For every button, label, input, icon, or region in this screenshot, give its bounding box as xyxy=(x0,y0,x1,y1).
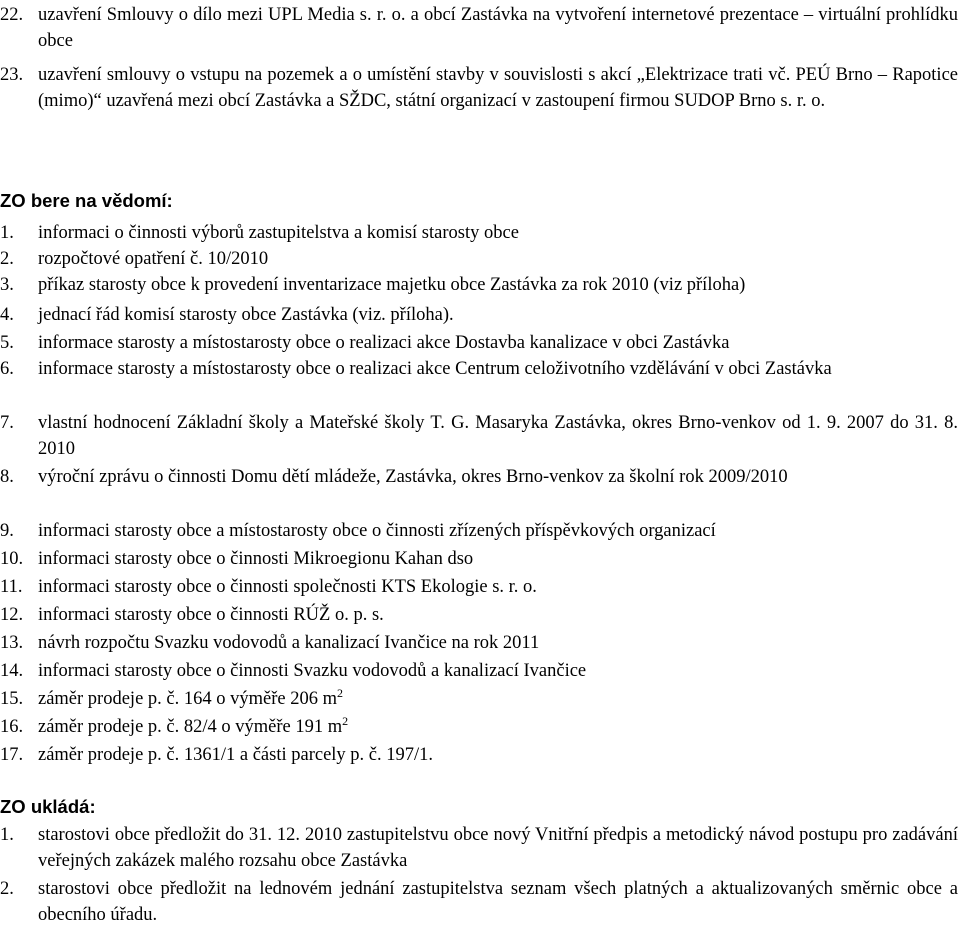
list-item xyxy=(0,272,958,298)
item-number: 15. xyxy=(0,689,24,709)
item-text: informaci o činnosti výborů zastupitelstva a komisí starosty obce xyxy=(38,223,519,243)
item-number: 17. xyxy=(0,745,24,765)
list-item xyxy=(0,356,958,382)
item-number: 8. xyxy=(0,467,14,487)
item-number: 4. xyxy=(0,305,14,325)
item-text: informaci starosty obce o činnosti Mikroegionu Kahan dso xyxy=(38,549,474,569)
item-text xyxy=(38,686,958,712)
superscript: 2 xyxy=(342,713,349,728)
item-text: uzavření smlouvy o vstupu na pozemek a o umístění stavby v souvislosti s akcí „Elektrizace trati vč. PEÚ Brno – Rapotice (mimo)“ uzavřená mezi obcí Zastávka a SŽDC, státní organizací v zastoupení firmou SUDOP Brno s. r. o. xyxy=(38,65,958,111)
list-item xyxy=(0,518,958,544)
item-text: jednací řád komisí starosty obce Zastávka (viz. příloha). xyxy=(38,305,454,325)
section-heading-bere: ZO bere na vědomí: xyxy=(0,190,173,211)
item-text: informace starosty a místostarosty obce o realizaci akce Dostavba kanalizace v obci Zastávka xyxy=(38,333,730,353)
list-item xyxy=(0,2,958,54)
list-item xyxy=(0,714,958,740)
item-number: 1. xyxy=(0,825,14,845)
item-text-main: záměr prodeje p. č. 82/4 o výměře 191 m xyxy=(38,717,343,737)
item-text: vlastní hodnocení Základní školy a Mateřské školy T. G. Masaryka Zastávka, okres Brno-venkov od 1. 9. 2007 do 31. 8. 2010 xyxy=(38,413,958,459)
item-text: informaci starosty obce o činnosti Svazku vodovodů a kanalizací Ivančice xyxy=(38,661,587,681)
item-number: 6. xyxy=(0,359,14,379)
item-number: 1. xyxy=(0,223,14,243)
item-number: 7. xyxy=(0,413,14,433)
list-item xyxy=(0,742,958,768)
item-number: 5. xyxy=(0,333,14,353)
item-number: 2. xyxy=(0,249,14,269)
section-heading-uklada: ZO ukládá: xyxy=(0,796,96,817)
list-item xyxy=(0,246,958,272)
item-text xyxy=(38,714,958,740)
item-text: návrh rozpočtu Svazku vodovodů a kanalizací Ivančice na rok 2011 xyxy=(38,633,540,653)
list-item xyxy=(0,658,958,684)
list-item xyxy=(0,686,958,712)
item-number: 2. xyxy=(0,879,14,899)
item-text: informace starosty a místostarosty obce o realizaci akce Centrum celoživotního vzdělávání v obci Zastávka xyxy=(38,359,832,379)
item-text: záměr prodeje p. č. 1361/1 a části parcely p. č. 197/1. xyxy=(38,745,434,765)
item-text: informaci starosty obce o činnosti RÚŽ o. p. s. xyxy=(38,605,384,625)
item-text: informaci starosty obce a místostarosty obce o činnosti zřízených příspěvkových organizací xyxy=(38,521,716,541)
item-number: 13. xyxy=(0,633,24,653)
item-number: 14. xyxy=(0,661,24,681)
list-item xyxy=(0,220,958,246)
item-text: výroční zprávu o činnosti Domu dětí mládeže, Zastávka, okres Brno-venkov za školní rok 2009/2010 xyxy=(38,467,788,487)
item-text-main: záměr prodeje p. č. 164 o výměře 206 m xyxy=(38,689,337,709)
list-item xyxy=(0,302,958,328)
item-text: rozpočtové opatření č. 10/2010 xyxy=(38,249,269,269)
list-item xyxy=(0,822,958,874)
list-item xyxy=(0,330,958,356)
item-number: 16. xyxy=(0,717,24,737)
item-number: 12. xyxy=(0,605,24,625)
item-text: informaci starosty obce o činnosti společnosti KTS Ekologie s. r. o. xyxy=(38,577,537,597)
item-number: 22. xyxy=(0,5,24,25)
list-item xyxy=(0,464,958,490)
list-item xyxy=(0,876,958,928)
item-text: starostovi obce předložit na lednovém jednání zastupitelstva seznam všech platných a aktualizovaných směrnic obce a obecního úřadu. xyxy=(38,879,958,925)
item-number: 23. xyxy=(0,65,24,85)
list-item xyxy=(0,410,958,462)
item-number: 3. xyxy=(0,275,14,295)
item-number: 10. xyxy=(0,549,24,569)
item-text: příkaz starosty obce k provedení inventarizace majetku obce Zastávka za rok 2010 (viz příloha) xyxy=(38,275,746,295)
list-item xyxy=(0,574,958,600)
list-item xyxy=(0,62,958,114)
item-number: 11. xyxy=(0,577,23,597)
superscript: 2 xyxy=(336,685,343,700)
list-item xyxy=(0,630,958,656)
list-item xyxy=(0,546,958,572)
item-text: starostovi obce předložit do 31. 12. 2010 zastupitelstvu obce nový Vnitřní předpis a metodický návod postupu pro zadávání veřejných zakázek malého rozsahu obce Zastávka xyxy=(38,825,958,871)
item-text: uzavření Smlouvy o dílo mezi UPL Media s. r. o. a obcí Zastávka na vytvoření internetové prezentace – virtuální prohlídku obce xyxy=(38,5,958,51)
item-number: 9. xyxy=(0,521,14,541)
list-item xyxy=(0,602,958,628)
